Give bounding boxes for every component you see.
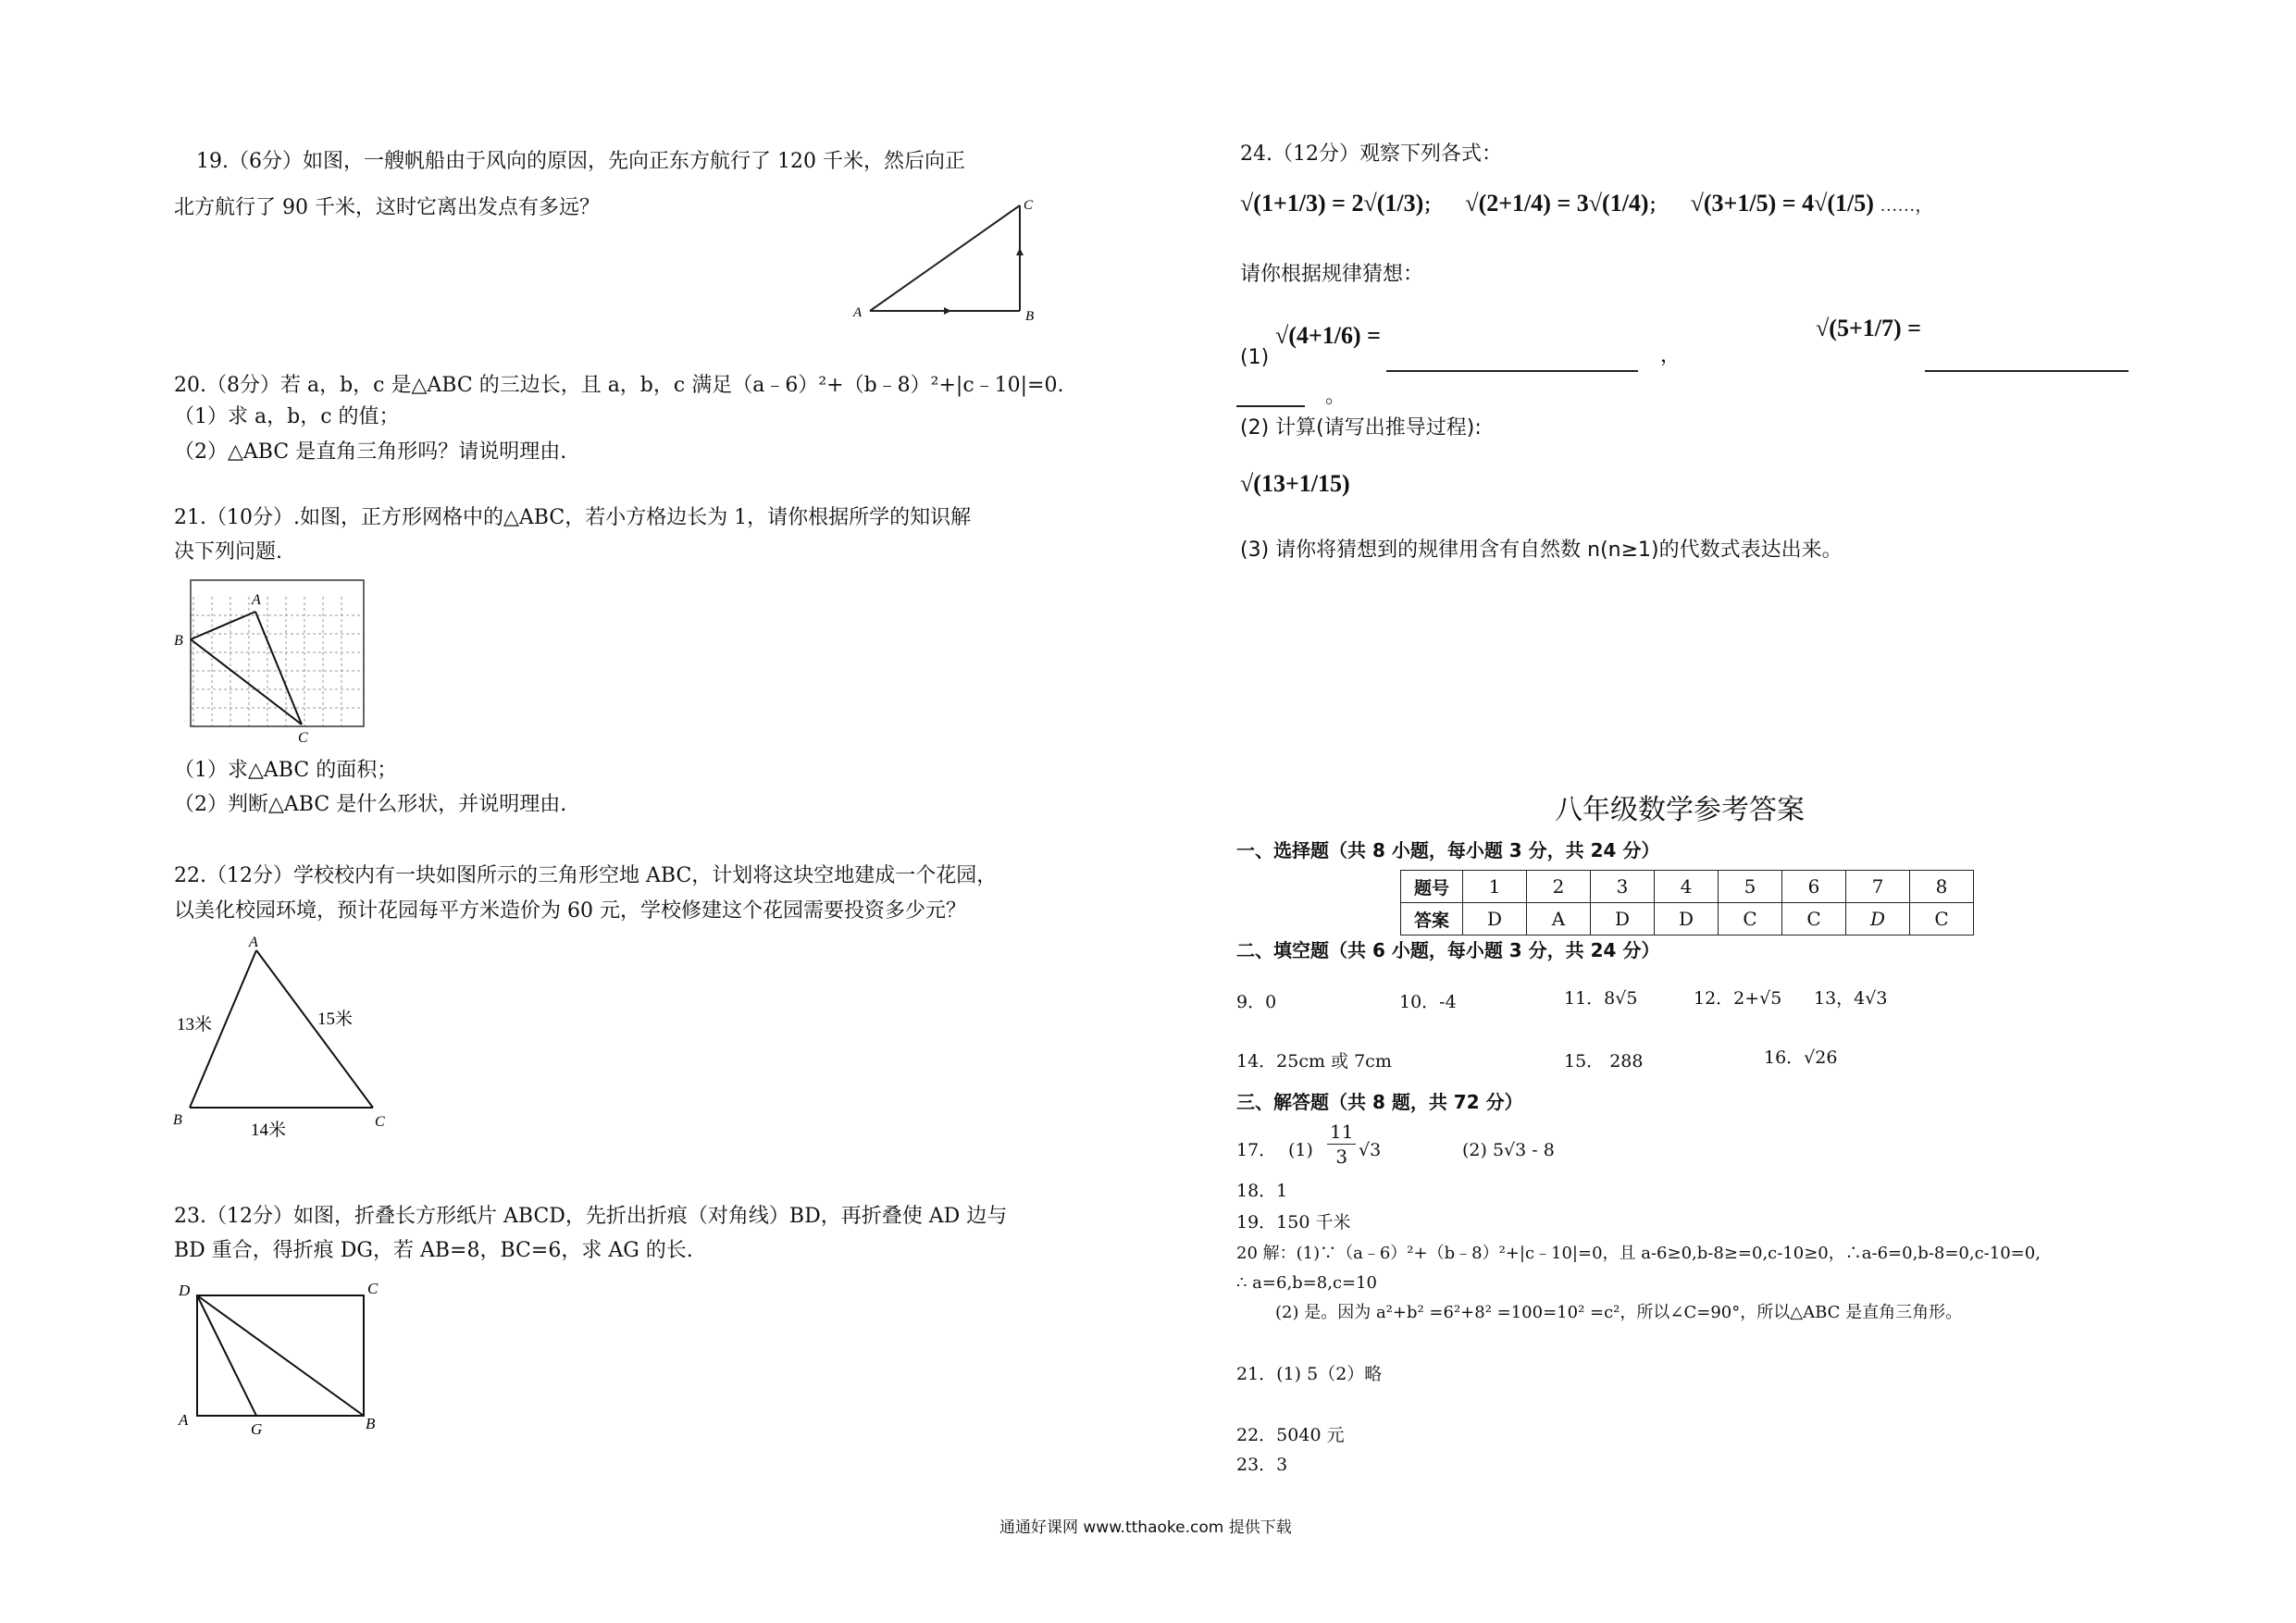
answers-num: 1	[1463, 871, 1527, 903]
answer-22: 22．5040 元	[1236, 1425, 1345, 1445]
q24-p1-expr-b: √(5+1/7) =	[1816, 315, 1921, 341]
answer-17-root: √3	[1359, 1140, 1382, 1160]
answers-table-h1: 题号	[1401, 871, 1463, 903]
answers-num: 7	[1846, 871, 1910, 903]
q24-eq2-right: 3√(1/4)	[1576, 190, 1649, 217]
q24-period: 。	[1325, 385, 1347, 408]
q24-p1-blank-b[interactable]	[1925, 344, 2128, 372]
q19-label-c: C	[1024, 198, 1034, 213]
q23-label-c: C	[367, 1280, 379, 1297]
q24-eq1-left: 1+1/3	[1260, 190, 1318, 217]
q22-label-ab: 13米	[177, 1015, 213, 1035]
answers-sec2: 二、填空题（共 6 小题，每小题 3 分，共 24 分）	[1236, 939, 1660, 961]
q24-comma: ，	[1660, 344, 1682, 367]
q19-figure	[851, 194, 1055, 324]
q22-label-b: B	[173, 1112, 182, 1128]
answer-17-num: 17．	[1236, 1140, 1277, 1160]
answer-12: 12．2+√5	[1694, 988, 1782, 1009]
q19-line1: 19.（6分）如图，一艘帆船由于风向的原因，先向正东方航行了 120 千米，然后向正	[196, 150, 965, 173]
q21-sub1: （1）求△ABC 的面积；	[174, 759, 398, 782]
q24-p1-blank-c[interactable]	[1236, 381, 1305, 407]
answer-17-fraction	[1327, 1120, 1356, 1169]
answers-num: 6	[1782, 871, 1846, 903]
q23-label-b: B	[366, 1415, 376, 1432]
q23-line2: BD 重合，得折痕 DG，若 AB=8，BC=6，求 AG 的长.	[174, 1239, 693, 1262]
q24-eq1-right: 2√(1/3)	[1351, 190, 1424, 217]
q24-tail: ……，	[1880, 196, 1933, 216]
q24-p1-label: (1)	[1240, 346, 1270, 369]
q22-figure	[171, 930, 412, 1147]
q23-label-a: A	[179, 1411, 189, 1429]
answer-17-part2: (2) 5√3 - 8	[1462, 1140, 1555, 1160]
answers-num: 2	[1527, 871, 1591, 903]
answers-num: 4	[1655, 871, 1719, 903]
answer-17-part1-label: (1)	[1288, 1140, 1313, 1160]
answers-ans: D	[1463, 903, 1527, 935]
q24-observed-equations: √(1+1/3) = 2√(1/3)； √(2+1/4) = 3√(1/4)； √(3+1/5) = 4√(1/5) ……，	[1240, 190, 1933, 217]
q19-label-b: B	[1025, 309, 1035, 324]
q20-line1: 20.（8分）若 a，b，c 是△ABC 的三边长，且 a，b，c 满足（a﹣6）²+（b﹣8）²+|c﹣10|=0.	[174, 374, 1064, 397]
q24-p2: (2) 计算(请写出推导过程):	[1240, 416, 1482, 440]
answers-num: 8	[1910, 871, 1974, 903]
answer-21: 21．(1) 5（2）略	[1236, 1364, 1383, 1384]
answer-14: 14．25cm 或 7cm	[1236, 1051, 1392, 1072]
answers-table-row-nums	[1401, 871, 1974, 903]
answers-table-h2: 答案	[1401, 903, 1463, 935]
q19-label-a: A	[853, 305, 863, 320]
q21-sub2: （2）判断△ABC 是什么形状，并说明理由.	[174, 793, 567, 816]
q20-line2: （1）求 a，b，c 的值；	[174, 405, 400, 428]
q24-p1-blank-a[interactable]	[1386, 344, 1638, 372]
answers-table-row-ans	[1401, 903, 1974, 935]
answer-20-line2: ∴ a=6,b=8,c=10	[1236, 1273, 1378, 1293]
q21-label-b: B	[174, 633, 183, 649]
answer-10: 10．-4	[1399, 992, 1457, 1012]
q22-label-ac: 15米	[317, 1010, 354, 1029]
answer-9: 9．0	[1236, 992, 1277, 1012]
q23-figure	[171, 1277, 393, 1434]
answer-11: 11．8√5	[1564, 988, 1638, 1009]
q22-label-c: C	[375, 1114, 385, 1130]
answer-23: 23．3	[1236, 1455, 1288, 1475]
q24-eq3-right: 4√(1/5)	[1802, 190, 1874, 217]
q22-line2: 以美化校园环境，预计花园每平方米造价为 60 元，学校修建这个花园需要投资多少元？	[174, 899, 966, 923]
answer-13: 13，4√3	[1814, 988, 1888, 1009]
q23-label-d: D	[179, 1282, 191, 1299]
answers-table	[1400, 870, 1974, 935]
q21-line1: 21.（10分）.如图，正方形网格中的△ABC，若小方格边长为 1，请你根据所学的知识解	[174, 506, 972, 529]
answers-ans: C	[1910, 903, 1974, 935]
answers-num: 5	[1719, 871, 1782, 903]
q22-label-bc: 14米	[251, 1121, 287, 1140]
answers-num: 3	[1591, 871, 1655, 903]
q24-eq2-left: 2+1/4	[1486, 190, 1544, 217]
q22-line1: 22.（12分）学校校内有一块如图所示的三角形空地 ABC，计划将这块空地建成一个花园，	[174, 864, 998, 887]
q24-p2-expr: √(13+1/15)	[1240, 470, 1350, 497]
q24-sep1: ；	[1423, 196, 1442, 216]
answer-20-line1: 20 解：(1)∵（a﹣6）²+（b﹣8）²+|c﹣10|=0，且 a-6≥0,b-8≥=0,c-10≥0，∴a-6=0,b-8=0,c-10=0,	[1236, 1244, 2041, 1263]
q24-line1: 24.（12分）观察下列各式：	[1240, 142, 1502, 166]
answers-ans: C	[1719, 903, 1782, 935]
answers-sec1: 一、选择题（共 8 小题，每小题 3 分，共 24 分）	[1236, 839, 1660, 861]
q20-line3: （2）△ABC 是直角三角形吗？请说明理由.	[174, 440, 567, 464]
q24-guess: 请你根据规律猜想：	[1240, 263, 1424, 286]
q21-label-a: A	[252, 592, 261, 608]
answer-18: 18．1	[1236, 1181, 1288, 1201]
answers-ans: C	[1782, 903, 1846, 935]
answer-17-frac-top: 11	[1327, 1120, 1356, 1145]
q19-line2: 北方航行了 90 千米，这时它离出发点有多远？	[174, 196, 600, 219]
q21-label-c: C	[298, 730, 308, 745]
answer-17-frac-bot: 3	[1335, 1146, 1348, 1168]
answers-sec3: 三、解答题（共 8 题，共 72 分）	[1236, 1091, 1523, 1113]
answers-ans: D	[1846, 903, 1910, 935]
answer-16: 16．√26	[1764, 1047, 1838, 1068]
answers-ans: D	[1591, 903, 1655, 935]
q21-grid-figure	[174, 578, 378, 745]
q24-sep2: ；	[1648, 196, 1667, 216]
q23-line1: 23.（12分）如图，折叠长方形纸片 ABCD，先折出折痕（对角线）BD，再折叠使 AD 边与	[174, 1205, 1008, 1228]
q21-line2: 决下列问题.	[174, 540, 282, 564]
q24-eq3-left: 3+1/5	[1711, 190, 1769, 217]
answers-ans: A	[1527, 903, 1591, 935]
q24-p1-expr-a: √(4+1/6) =	[1275, 322, 1381, 349]
q23-label-g: G	[251, 1420, 263, 1434]
answer-20-line3: (2) 是。因为 a²+b² =6²+8² =100=10² =c²，所以∠C=90°，所以△ABC 是直角三角形。	[1275, 1303, 1963, 1322]
answer-19: 19．150 千米	[1236, 1212, 1351, 1233]
answer-15: 15． 288	[1564, 1051, 1644, 1072]
q24-p3: (3) 请你将猜想到的规律用含有自然数 n(n≥1)的代数式表达出来。	[1240, 539, 1843, 562]
q22-label-a: A	[249, 935, 258, 950]
answers-title: 八年级数学参考答案	[1555, 794, 1805, 826]
answers-ans: D	[1655, 903, 1719, 935]
page-footer: 通通好课网 www.tthaoke.com 提供下载	[999, 1518, 1292, 1537]
